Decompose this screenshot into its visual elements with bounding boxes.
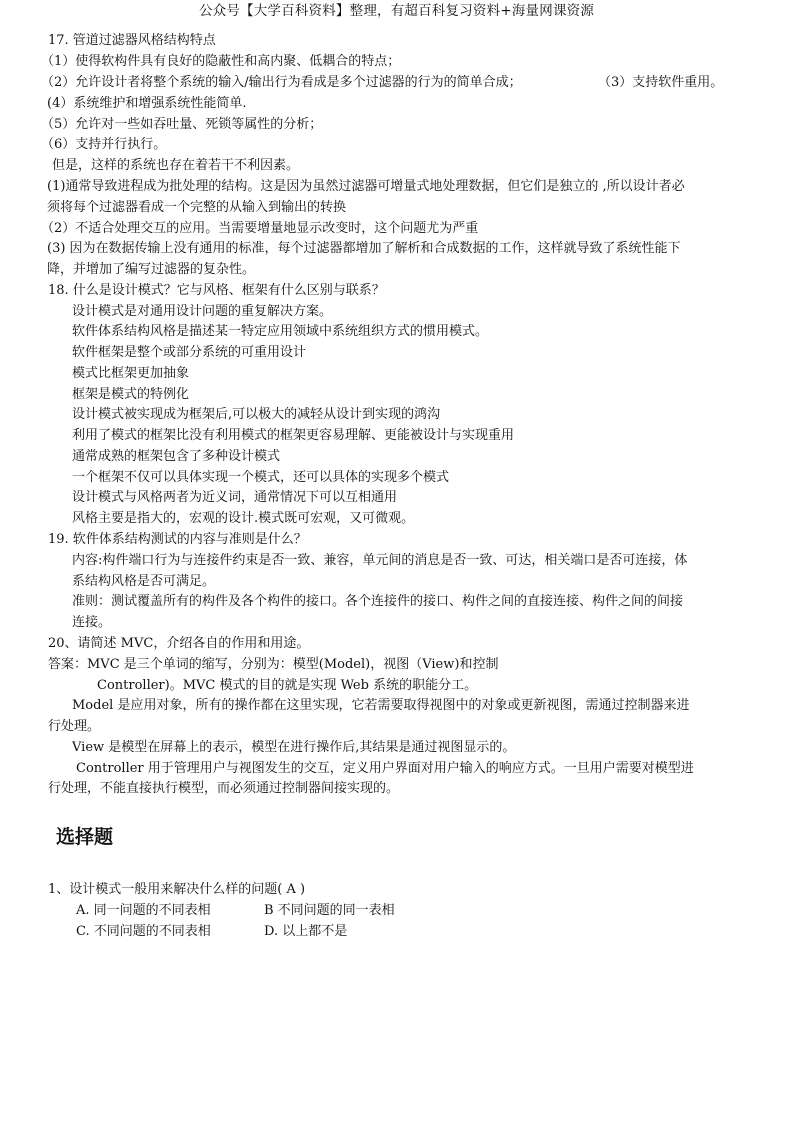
q17-title: 17. 管道过滤器风格结构特点 [48, 33, 216, 48]
q19-content-2: 系结构风格是否可满足。 [72, 574, 216, 589]
option-a: A. 同一问题的不同表相 [76, 903, 211, 918]
q20-view: View 是模型在屏幕上的表示，模型在进行操作后,其结果是通过视图显示的。 [72, 740, 516, 755]
q18-line: 软件框架是整个或部分系统的可重用设计 [72, 345, 307, 360]
q18-line: 风格主要是指大的，宏观的设计.模式既可宏观，又可微观。 [72, 511, 415, 526]
q17-but: 但是，这样的系统也存在着若干不利因素。 [52, 158, 300, 173]
page-header: 公众号【大学百科资料】整理，有超百科复习资料+海量网课资源 [198, 3, 595, 19]
q19-content-1: 内容:构件端口行为与连接件约束是否一致、兼容，单元间的消息是否一致、可达，相关端口是否可连接，体 [72, 553, 688, 568]
q18-line: 设计模式被实现成为框架后,可以极大的减轻从设计到实现的鸿沟 [72, 407, 441, 422]
q19-rule-2: 连接。 [72, 615, 112, 630]
q19-rule-1: 准则：测试覆盖所有的构件及各个构件的接口。各个连接件的接口、构件之间的直接连接、构件之间的间接 [72, 594, 684, 609]
q17-point-3: （3）支持软件重用。 [598, 75, 724, 90]
q20-controller-1: Controller 用于管理用户与视图发生的交互，定义用户界面对用户输入的响应方式。一旦用户需要对模型进 [76, 761, 694, 776]
q17-point-5: （5）允许对一些如吞吐量、死锁等属性的分析； [41, 117, 323, 132]
q17-con-3b: 降，并增加了编写过滤器的复杂性。 [47, 262, 256, 277]
q17-con-1a: (1)通常导致进程成为批处理的结构。这是因为虽然过滤器可增量式地处理数据，但它们是独立的 ,所以设计者必 [47, 179, 685, 194]
q17-con-3a: (3) 因为在数据传输上没有通用的标准，每个过滤器都增加了解析和合成数据的工作，这样就导致了系统性能下 [47, 241, 681, 256]
q17-point-6: （6）支持并行执行。 [41, 137, 167, 152]
q20-controller-2: 行处理，不能直接执行模型，而必须通过控制器间接实现的。 [48, 781, 400, 796]
q20-model-2: 行处理。 [48, 719, 101, 734]
q17-point-1: （1）使得软构件具有良好的隐蔽性和高内聚、低耦合的特点； [41, 54, 401, 69]
q20-model-1: Model 是应用对象，所有的操作都在这里实现，它若需要取得视图中的对象或更新视图，需通过控制器来进 [72, 698, 690, 713]
q18-line: 模式比框架更加抽象 [72, 366, 190, 381]
q18-line: 设计模式是对通用设计问题的重复解决方案。 [72, 304, 333, 319]
q17-point-4: (4）系统维护和增强系统性能简单. [47, 96, 247, 111]
q20-title: 20、请简述 MVC，介绍各自的作用和用途。 [48, 636, 310, 651]
q19-title: 19. 软件体系结构测试的内容与准则是什么？ [48, 532, 307, 547]
q17-con-1b: 须将每个过滤器看成一个完整的从输入到输出的转换 [47, 200, 347, 215]
q17-point-2: （2）允许设计者将整个系统的输入/输出行为看成是多个过滤器的行为的简单合成； [41, 75, 522, 90]
q18-title: 18. 什么是设计模式？它与风格、框架有什么区别与联系？ [48, 283, 385, 298]
q17-con-2: （2）不适合处理交互的应用。当需要增量地显示改变时，这个问题尤为严重 [41, 221, 479, 236]
option-d: D. 以上都不是 [264, 924, 348, 939]
option-b: B 不同问题的同一表相 [264, 903, 395, 918]
q18-line: 一个框架不仅可以具体实现一个模式，还可以具体的实现多个模式 [72, 470, 450, 485]
section-heading: 选择题 [56, 826, 114, 848]
choice-question-1: 1、设计模式一般用来解决什么样的问题( A ) [48, 882, 306, 897]
q18-line: 通常成熟的框架包含了多种设计模式 [72, 449, 281, 464]
q18-line: 设计模式与风格两者为近义词，通常情况下可以互相通用 [72, 490, 398, 505]
q20-answer-1: 答案：MVC 是三个单词的缩写，分别为：模型(Model)，视图（View)和控制 [48, 657, 499, 672]
q20-answer-2: Controller)。MVC 模式的目的就是实现 Web 系统的职能分工。 [97, 678, 478, 693]
q18-line: 利用了模式的框架比没有利用模式的框架更容易理解、更能被设计与实现重用 [72, 428, 515, 443]
q18-line: 软件体系结构风格是描述某一特定应用领域中系统组织方式的惯用模式。 [72, 324, 489, 339]
q18-line: 框架是模式的特例化 [72, 387, 190, 402]
option-c: C. 不同问题的不同表相 [76, 924, 211, 939]
